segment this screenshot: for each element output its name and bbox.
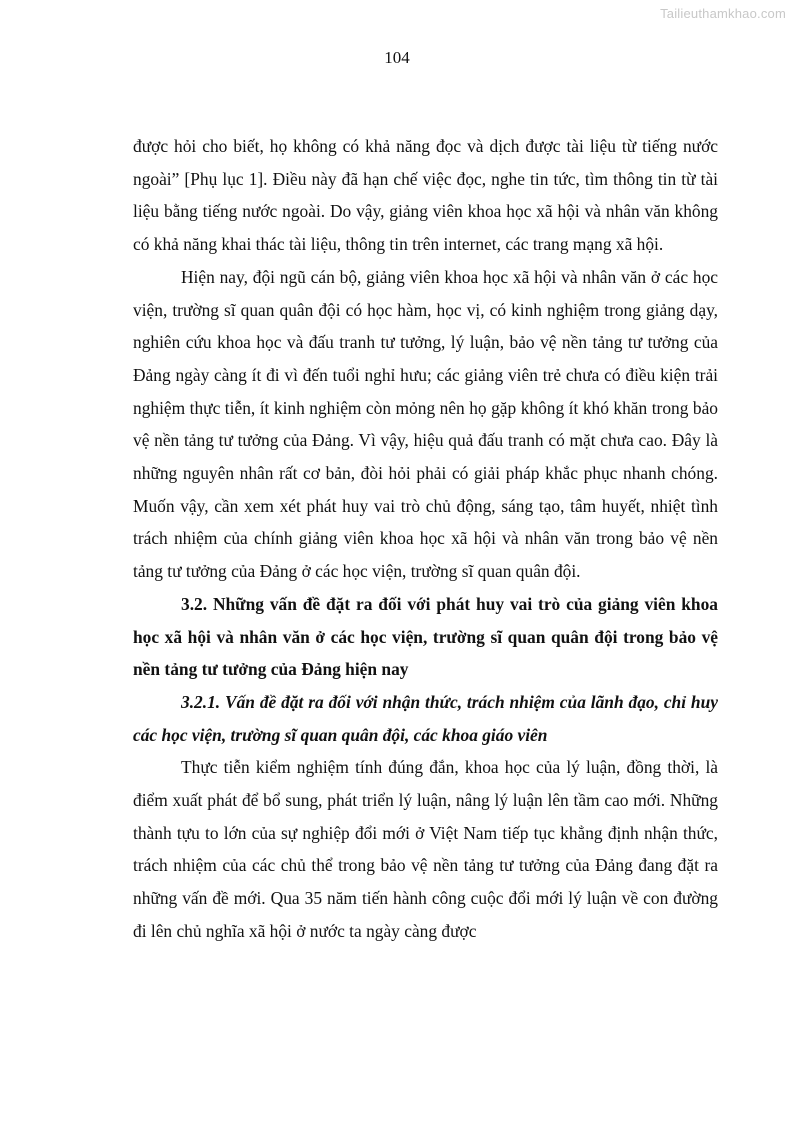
paragraph-lecturer-team: Hiện nay, đội ngũ cán bộ, giảng viên khoa học xã hội và nhân văn ở các học viện, trường sĩ quan quân đội có học hàm, học vị, có kinh nghiệm trong giảng dạy, nghiên cứu khoa học và đấu tranh tư tưởng, lý luận, bảo vệ nền tảng tư tưởng của Đảng ngày càng ít đi vì đến tuổi nghỉ hưu; các giảng viên trẻ chưa có điều kiện trải nghiệm thực tiễn, ít kinh nghiệm còn mỏng nên họ gặp không ít khó khăn trong bảo vệ nền tảng tư tưởng của Đảng. Vì vậy, hiệu quả đấu tranh có mặt chưa cao. Đây là những nguyên nhân rất cơ bản, đòi hỏi phải có giải pháp khắc phục nhanh chóng. Muốn vậy, cần xem xét phát huy vai trò chủ động, sáng tạo, tâm huyết, nhiệt tình trách nhiệm của chính giảng viên khoa học xã hội và nhân văn trong bảo vệ nền tảng tư tưởng của Đảng ở các học viện, trường sĩ quan quân đội. <box>133 266 718 582</box>
paragraph-continuation: được hỏi cho biết, họ không có khả năng đọc và dịch được tài liệu từ tiếng nước ngoài” [Phụ lục 1]. Điều này đã hạn chế việc đọc, nghe tin tức, tìm thông tin từ tài liệu bằng tiếng nước ngoài. Do vậy, giảng viên khoa học xã hội và nhân văn không có khả năng khai thác tài liệu, thông tin trên internet, các trang mạng xã hội. <box>133 136 718 255</box>
page-number: 104 <box>384 48 410 67</box>
section-heading-3-2: 3.2. Những vấn đề đặt ra đối với phát huy vai trò của giảng viên khoa học xã hội và nhân văn ở các học viện, trường sĩ quan quân đội trong bảo vệ nền tảng tư tưởng của Đảng hiện nay <box>133 593 718 680</box>
watermark: Tailieuthamkhao.com <box>660 6 786 21</box>
paragraph-practice: Thực tiễn kiểm nghiệm tính đúng đắn, khoa học của lý luận, đồng thời, là điểm xuất phát để bổ sung, phát triển lý luận, nâng lý luận lên tầm cao mới. Những thành tựu to lớn của sự nghiệp đổi mới ở Việt Nam tiếp tục khẳng định nhận thức, trách nhiệm của các chủ thể trong bảo vệ nền tảng tư tưởng của Đảng đang đặt ra những vấn đề mới. Qua 35 năm tiến hành công cuộc đổi mới lý luận về con đường đi lên chủ nghĩa xã hội ở nước ta ngày càng được <box>133 757 718 941</box>
subsection-heading-3-2-1: 3.2.1. Vấn đề đặt ra đối với nhận thức, trách nhiệm của lãnh đạo, chỉ huy các học viện, trường sĩ quan quân đội, các khoa giáo viên <box>133 691 718 745</box>
page-content <box>133 130 718 948</box>
